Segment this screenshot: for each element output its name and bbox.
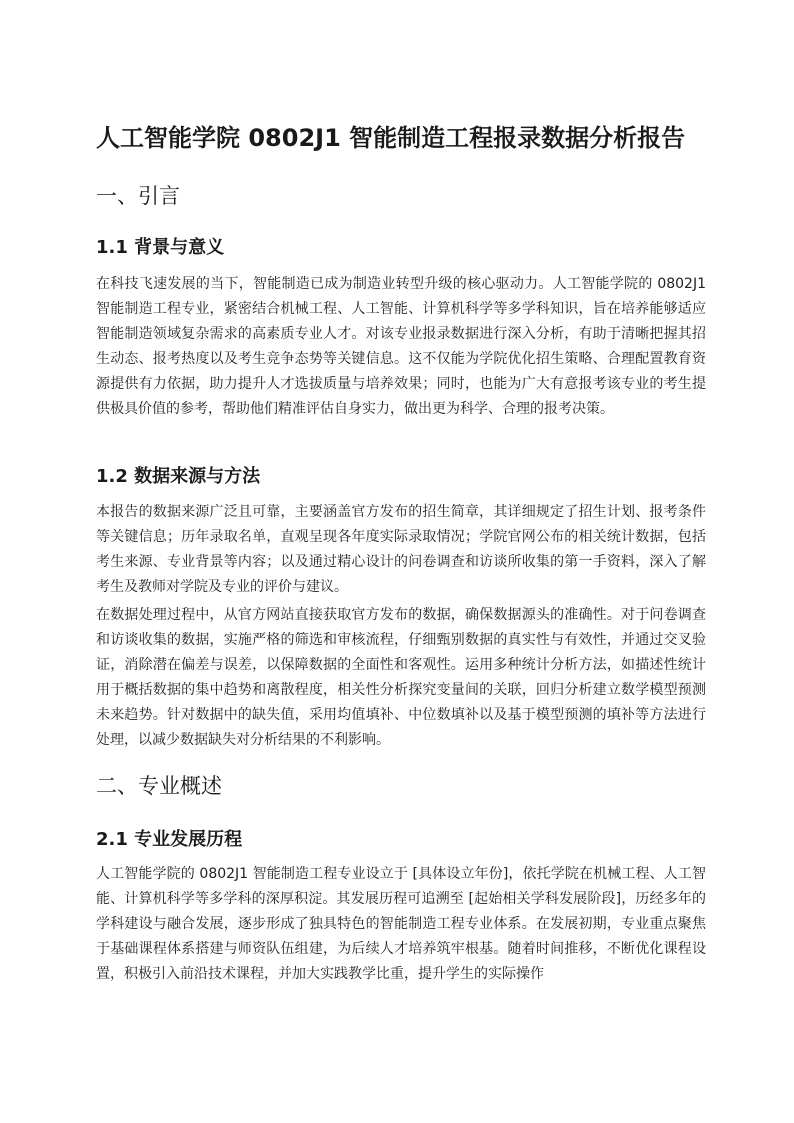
document-title: 人工智能学院 0802J1 智能制造工程报录数据分析报告 <box>96 124 686 152</box>
section-heading-introduction: 一、引言 <box>96 184 180 208</box>
paragraph-history: 人工智能学院的 0802J1 智能制造工程专业设立于 [具体设立年份]，依托学院在机械工程、人工智能、计算机科学等多学科的深厚积淀。其发展历程可追溯至 [起始相关学科发展阶段]，历经多年的学科建设与融合发展，逐步形成了独具特色的智能制造工程专业体系。在发展初期，专业重点聚焦于基础课程体系搭建与师资队伍组建，为后续人才培养筑牢根基。随着时间推移，不断优化课程设置，积极引入前沿技术课程，并加大实践教学比重，提升学生的实际操作 <box>96 866 706 982</box>
paragraph-data-sources: 本报告的数据来源广泛且可靠，主要涵盖官方发布的招生简章，其详细规定了招生计划、报考条件等关键信息；历年录取名单，直观呈现各年度实际录取情况；学院官网公布的相关统计数据，包括考生来源、专业背景等内容；以及通过精心设计的问卷调查和访谈所收集的第一手资料，深入了解考生及教师对学院及专业的评价与建议。 <box>96 504 706 595</box>
subsection-heading-data-sources: 1.2 数据来源与方法 <box>96 466 261 487</box>
paragraph-data-processing: 在数据处理过程中，从官方网站直接获取官方发布的数据，确保数据源头的准确性。对于问卷调查和访谈收集的数据，实施严格的筛选和审核流程，仔细甄别数据的真实性与有效性，并通过交叉验证，消除潜在偏差与误差，以保障数据的全面性和客观性。运用多种统计分析方法，如描述性统计用于概括数据的集中趋势和离散程度，相关性分析探究变量间的关联，回归分析建立数学模型预测未来趋势。针对数据中的缺失值，采用均值填补、中位数填补以及基于模型预测的填补等方法进行处理，以减少数据缺失对分析结果的不利影响。 <box>96 607 706 748</box>
subsection-heading-background: 1.1 背景与意义 <box>96 237 225 258</box>
section-heading-overview: 二、专业概述 <box>96 774 222 798</box>
paragraph-background: 在科技飞速发展的当下，智能制造已成为制造业转型升级的核心驱动力。人工智能学院的 0802J1 智能制造工程专业，紧密结合机械工程、人工智能、计算机科学等多学科知识，旨在培养能够适应智能制造领域复杂需求的高素质专业人才。对该专业报录数据进行深入分析，有助于清晰把握其招生动态、报考热度以及考生竞争态势等关键信息。这不仅能为学院优化招生策略、合理配置教育资源提供有力依据，助力提升人才选拔质量与培养效果；同时，也能为广大有意报考该专业的考生提供极具价值的参考，帮助他们精准评估自身实力，做出更为科学、合理的报考决策。 <box>96 276 706 417</box>
subsection-heading-history: 2.1 专业发展历程 <box>96 829 243 850</box>
